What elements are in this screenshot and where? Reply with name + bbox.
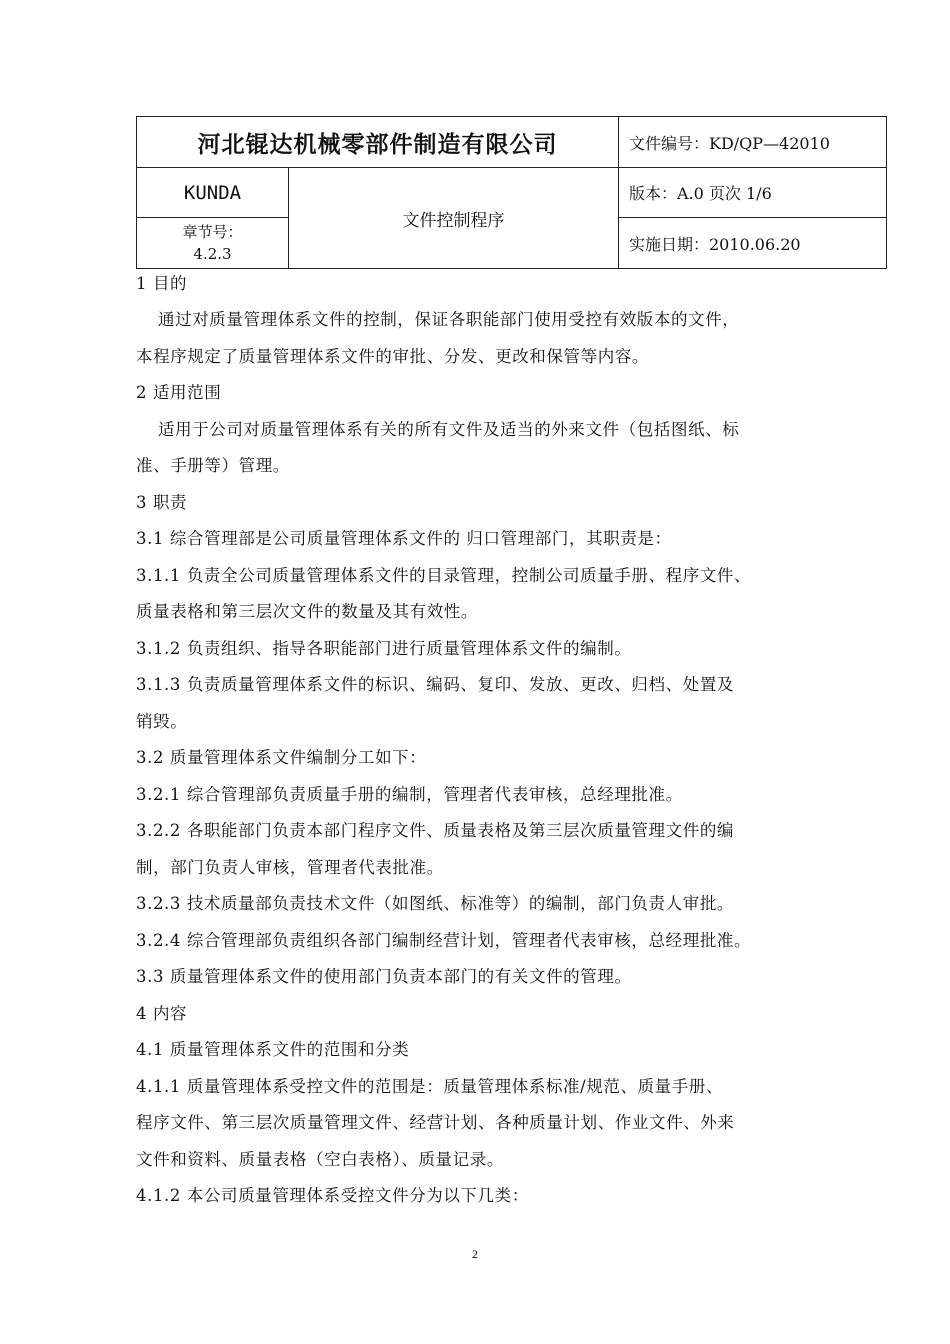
section-heading: 3 职责 xyxy=(136,492,188,512)
document-header-table xyxy=(136,116,887,269)
effective-date: 实施日期：2010.06.20 xyxy=(619,218,887,269)
paragraph-line: 3.1 综合管理部是公司质量管理体系文件的 归口管理部门，其职责是： xyxy=(136,529,672,548)
company-name: 河北锟达机械零部件制造有限公司 xyxy=(137,117,619,168)
paragraph-line: 适用于公司对质量管理体系有关的所有文件及适当的外来文件（包括图纸、标 xyxy=(158,419,740,439)
paragraph-line: 4.1 质量管理体系文件的范围和分类 xyxy=(136,1040,410,1059)
paragraph-line: 程序文件、第三层次质量管理文件、经营计划、各种质量计划、作业文件、外来 xyxy=(136,1113,735,1132)
paragraph-line: 文件和资料、质量表格（空白表格）、质量记录。 xyxy=(136,1149,504,1169)
version-page: 版本：A.0 页次 1/6 xyxy=(619,168,887,218)
chapter-number: 4.2.3 xyxy=(193,245,232,263)
section-heading: 4 内容 xyxy=(136,1003,188,1023)
paragraph-line: 3.2.4 综合管理部负责组织各部门编制经营计划，管理者代表审核，总经理批准。 xyxy=(136,930,752,950)
document-body xyxy=(136,272,886,1215)
paragraph-line: 3.2.2 各职能部门负责本部门程序文件、质量表格及第三层次质量管理文件的编 xyxy=(136,821,735,840)
paragraph-line: 3.2.3 技术质量部负责技术文件（如图纸、标准等）的编制，部门负责人审批。 xyxy=(136,894,735,913)
section-heading: 2 适用范围 xyxy=(136,383,222,402)
paragraph-line: 3.3 质量管理体系文件的使用部门负责本部门的有关文件的管理。 xyxy=(136,967,632,986)
paragraph-line: 质量表格和第三层次文件的数量及其有效性。 xyxy=(136,602,478,621)
section-heading: 1 目的 xyxy=(136,274,188,293)
paragraph-line: 准、手册等）管理。 xyxy=(136,456,290,475)
brand-name: KUNDA xyxy=(137,168,289,218)
paragraph-line: 通过对质量管理体系文件的控制，保证各职能部门使用受控有效版本的文件， xyxy=(158,310,740,329)
paragraph-line: 销毁。 xyxy=(136,711,188,731)
paragraph-line: 3.1.3 负责质量管理体系文件的标识、编码、复印、发放、更改、归档、处置及 xyxy=(136,675,735,694)
paragraph-line: 3.1.1 负责全公司质量管理体系文件的目录管理，控制公司质量手册、程序文件、 xyxy=(136,565,752,585)
paragraph-line: 制，部门负责人审核，管理者代表批准。 xyxy=(136,857,444,877)
paragraph-line: 4.1.1 质量管理体系受控文件的范围是：质量管理体系标准/规范、质量手册、 xyxy=(136,1076,724,1096)
paragraph-line: 3.2.1 综合管理部负责质量手册的编制，管理者代表审核，总经理批准。 xyxy=(136,784,683,804)
page-number: 2 xyxy=(472,1247,478,1261)
paragraph-line: 3.2 质量管理体系文件编制分工如下： xyxy=(136,748,427,767)
chapter-label: 章节号： xyxy=(182,223,243,241)
chapter-cell xyxy=(137,218,289,269)
document-title: 文件控制程序 xyxy=(289,168,619,269)
paragraph-line: 本程序规定了质量管理体系文件的审批、分发、更改和保管等内容。 xyxy=(136,346,649,366)
paragraph-line: 4.1.2 本公司质量管理体系受控文件分为以下几类： xyxy=(136,1186,529,1205)
document-number: 文件编号：KD/QP—42010 xyxy=(619,117,887,168)
paragraph-line: 3.1.2 负责组织、指导各职能部门进行质量管理体系文件的编制。 xyxy=(136,638,632,658)
